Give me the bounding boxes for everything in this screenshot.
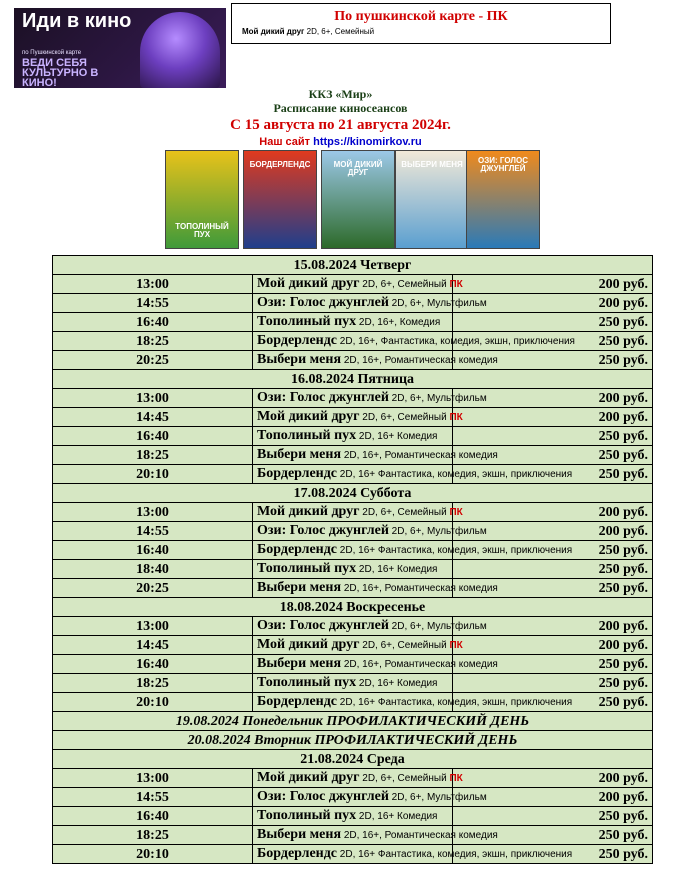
movie-title: Тополиный пух <box>257 428 357 443</box>
showtime-row <box>53 408 653 427</box>
movie-details: 2D, 16+, Романтическая комедия <box>341 583 498 594</box>
showtime: 14:55 <box>53 788 253 807</box>
movie-details: 2D, 16+ Комедия <box>356 431 438 442</box>
movie-details: 2D, 6+, Мультфильм <box>388 526 487 537</box>
movie-title: Мой дикий друг <box>257 770 360 785</box>
showtime: 13:00 <box>53 389 253 408</box>
day-header: 21.08.2024 Среда <box>53 750 653 769</box>
movie-details: 2D, 6+, Мультфильм <box>388 393 487 404</box>
showtime-row <box>53 446 653 465</box>
movie-details: 2D, 16+ Фантастика, комедия, экшн, приключения <box>337 545 573 556</box>
showtime-row <box>53 351 653 370</box>
ticket-price: 200 руб. <box>453 636 653 655</box>
showtime: 14:55 <box>53 294 253 313</box>
day-header-row <box>53 256 653 275</box>
ticket-price: 250 руб. <box>453 693 653 712</box>
showtime: 13:00 <box>53 769 253 788</box>
movie-poster <box>165 150 239 249</box>
poster-title: ТОПОЛИНЫЙ ПУХ <box>175 222 229 239</box>
ticket-price: 200 руб. <box>453 788 653 807</box>
movie-title: Выбери меня <box>257 827 342 842</box>
movie-cell <box>253 617 487 636</box>
date-range: С 15 августа по 21 августа 2024г. <box>230 117 451 133</box>
movie-details: 2D, 6+, Семейный <box>359 773 450 784</box>
movie-details: 2D, 6+, Семейный <box>359 412 450 423</box>
movie-title: Мой дикий друг <box>257 409 360 424</box>
day-header: 15.08.2024 Четверг <box>53 256 653 275</box>
movie-title: Мой дикий друг <box>257 276 360 291</box>
showtime-row <box>53 389 653 408</box>
showtime: 20:25 <box>53 579 253 598</box>
poster-title: МОЙ ДИКИЙ ДРУГ <box>333 160 383 177</box>
movie-details: 2D, 16+, Комедия <box>356 317 441 328</box>
movie-details: 2D, 16+ Фантастика, комедия, экшн, приключения <box>337 849 573 860</box>
pushkin-bust-image <box>140 12 220 88</box>
movie-cell <box>253 579 498 598</box>
showtime-row <box>53 294 653 313</box>
showtime: 16:40 <box>53 313 253 332</box>
movie-cell <box>253 389 487 408</box>
movie-title: Бордерлендс <box>257 694 338 709</box>
day-header-row <box>53 731 653 750</box>
movie-cell <box>253 655 498 674</box>
showtime-row <box>53 807 653 826</box>
movie-poster <box>243 150 317 249</box>
venue-title: ККЗ «Мир» <box>308 87 373 101</box>
schedule-heading: Расписание киносеансов <box>273 101 408 115</box>
movie-details: 2D, 16+ Фантастика, комедия, экшн, приключения <box>337 469 573 480</box>
pushkin-card-film <box>242 27 374 36</box>
pushkin-card-banner <box>14 8 226 88</box>
movie-title: Ози: Голос джунглей <box>257 523 389 538</box>
movie-cell <box>253 845 573 864</box>
movie-cell <box>253 541 573 560</box>
pushkin-card-title: По пушкинской карте - ПК <box>334 9 508 24</box>
movie-title: Бордерлендс <box>257 846 338 861</box>
movie-details: 2D, 6+, Мультфильм <box>388 792 487 803</box>
movie-cell <box>253 275 463 294</box>
ticket-price: 200 руб. <box>453 389 653 408</box>
showtime-row <box>53 275 653 294</box>
movie-title: Выбери меня <box>257 656 342 671</box>
movie-details: 2D, 6+, Семейный <box>359 640 450 651</box>
showtime-row <box>53 541 653 560</box>
day-header: 18.08.2024 Воскресенье <box>53 598 653 617</box>
movie-details: 2D, 6+, Мультфильм <box>388 621 487 632</box>
poster-title: ВЫБЕРИ МЕНЯ <box>401 160 463 169</box>
movie-details: 2D, 6+, Семейный <box>359 507 450 518</box>
movie-details: 2D, 16+, Фантастика, комедия, экшн, приключения <box>337 336 575 347</box>
movie-cell <box>253 465 573 484</box>
showtime-row <box>53 636 653 655</box>
movie-title: Бордерлендс <box>257 542 338 557</box>
showtime-row <box>53 522 653 541</box>
movie-cell <box>253 351 498 370</box>
showtime-row <box>53 826 653 845</box>
movie-title: Мой дикий друг <box>257 637 360 652</box>
ticket-price: 250 руб. <box>453 465 653 484</box>
movie-title: Тополиный пух <box>257 675 357 690</box>
day-header-row <box>53 484 653 503</box>
site-label: Наш сайт <box>259 136 311 148</box>
showtime-row <box>53 788 653 807</box>
day-header-row <box>53 750 653 769</box>
movie-cell <box>253 788 487 807</box>
showtime: 14:45 <box>53 408 253 427</box>
movie-details: 2D, 16+ Комедия <box>356 564 438 575</box>
movie-poster <box>321 150 395 249</box>
showtime: 16:40 <box>53 655 253 674</box>
movie-cell <box>253 826 498 845</box>
showtime: 13:00 <box>53 275 253 294</box>
showtime: 13:00 <box>53 617 253 636</box>
showtime-row <box>53 655 653 674</box>
ticket-price: 250 руб. <box>453 826 653 845</box>
day-header-row <box>53 370 653 389</box>
movie-title: Выбери меня <box>257 352 342 367</box>
movie-title: Выбери меня <box>257 580 342 595</box>
ticket-price: 250 руб. <box>453 579 653 598</box>
movie-title: Бордерлендс <box>257 333 338 348</box>
movie-title: Выбери меня <box>257 447 342 462</box>
showtime: 13:00 <box>53 503 253 522</box>
pushkin-card-badge: ПК <box>449 507 463 518</box>
showtime-row <box>53 845 653 864</box>
movie-cell <box>253 560 453 579</box>
showtime: 20:10 <box>53 845 253 864</box>
movie-title: Ози: Голос джунглей <box>257 390 389 405</box>
showtime-row <box>53 332 653 351</box>
ticket-price: 250 руб. <box>453 807 653 826</box>
movie-title: Тополиный пух <box>257 314 357 329</box>
day-header: 19.08.2024 Понедельник ПРОФИЛАКТИЧЕСКИЙ ДЕНЬ <box>53 712 653 731</box>
poster-title: ОЗИ: ГОЛОС ДЖУНГЛЕЙ <box>478 156 528 173</box>
movie-title: Ози: Голос джунглей <box>257 295 389 310</box>
ticket-price: 200 руб. <box>453 294 653 313</box>
pushkin-card-badge: ПК <box>449 412 463 423</box>
ticket-price: 200 руб. <box>453 275 653 294</box>
day-header-row <box>53 598 653 617</box>
movie-details: 2D, 16+, Романтическая комедия <box>341 830 498 841</box>
movie-title: Тополиный пух <box>257 808 357 823</box>
day-header: 17.08.2024 Суббота <box>53 484 653 503</box>
movie-details: 2D, 16+ Фантастика, комедия, экшн, приключения <box>337 697 573 708</box>
movie-cell <box>253 427 453 446</box>
ticket-price: 250 руб. <box>453 845 653 864</box>
showtime: 20:10 <box>53 465 253 484</box>
movie-cell <box>253 408 463 427</box>
day-header: 16.08.2024 Пятница <box>53 370 653 389</box>
movie-details: 2D, 6+, Мультфильм <box>388 298 487 309</box>
ticket-price: 200 руб. <box>453 522 653 541</box>
pushkin-film-name: Мой дикий друг <box>242 27 305 36</box>
showtime-row <box>53 503 653 522</box>
showtime-row <box>53 674 653 693</box>
pushkin-film-details: 2D, 6+, Семейный <box>306 27 375 36</box>
movie-details: 2D, 6+, Семейный <box>359 279 450 290</box>
movie-cell <box>253 503 463 522</box>
showtime: 16:40 <box>53 807 253 826</box>
ticket-price: 250 руб. <box>453 446 653 465</box>
movie-cell <box>253 294 487 313</box>
showtime: 18:40 <box>53 560 253 579</box>
movie-details: 2D, 16+, Романтическая комедия <box>341 355 498 366</box>
showtime: 18:25 <box>53 332 253 351</box>
pushkin-card-badge: ПК <box>449 773 463 784</box>
movie-cell <box>253 674 453 693</box>
showtime: 18:25 <box>53 826 253 845</box>
showtime: 18:25 <box>53 446 253 465</box>
movie-poster <box>395 150 469 249</box>
showtime-row <box>53 427 653 446</box>
movie-cell <box>253 446 498 465</box>
ticket-price: 200 руб. <box>453 503 653 522</box>
movie-details: 2D, 16+ Комедия <box>356 811 438 822</box>
pushkin-card-badge: ПК <box>449 279 463 290</box>
ticket-price: 250 руб. <box>453 560 653 579</box>
movie-title: Мой дикий друг <box>257 504 360 519</box>
showtime: 16:40 <box>53 541 253 560</box>
banner-slogan: ВЕДИ СЕБЯ КУЛЬТУРНО В КИНО! <box>22 57 99 89</box>
showtime-row <box>53 693 653 712</box>
movie-cell <box>253 522 487 541</box>
showtime: 14:55 <box>53 522 253 541</box>
movie-details: 2D, 16+, Романтическая комедия <box>341 659 498 670</box>
movie-poster <box>466 150 540 249</box>
movie-title: Ози: Голос джунглей <box>257 618 389 633</box>
schedule-table <box>52 255 653 864</box>
ticket-price: 250 руб. <box>453 427 653 446</box>
movie-title: Ози: Голос джунглей <box>257 789 389 804</box>
movie-cell <box>253 769 463 788</box>
movie-cell <box>253 636 463 655</box>
site-line <box>0 136 681 148</box>
ticket-price: 200 руб. <box>453 408 653 427</box>
showtime: 20:10 <box>53 693 253 712</box>
movie-cell <box>253 693 573 712</box>
movie-details: 2D, 16+, Романтическая комедия <box>341 450 498 461</box>
showtime-row <box>53 465 653 484</box>
showtime: 14:45 <box>53 636 253 655</box>
day-header-row <box>53 712 653 731</box>
ticket-price: 250 руб. <box>453 655 653 674</box>
site-link[interactable]: https://kinomirkov.ru <box>313 136 422 148</box>
showtime: 20:25 <box>53 351 253 370</box>
day-header: 20.08.2024 Вторник ПРОФИЛАКТИЧЕСКИЙ ДЕНЬ <box>53 731 653 750</box>
movie-details: 2D, 16+ Комедия <box>356 678 438 689</box>
movie-cell <box>253 313 453 332</box>
showtime-row <box>53 313 653 332</box>
movie-title: Бордерлендс <box>257 466 338 481</box>
banner-title: Иди в кино <box>22 10 132 32</box>
ticket-price: 250 руб. <box>453 541 653 560</box>
movie-cell <box>253 807 453 826</box>
showtime: 18:25 <box>53 674 253 693</box>
showtime-row <box>53 769 653 788</box>
showtime-row <box>53 617 653 636</box>
ticket-price: 250 руб. <box>453 332 653 351</box>
ticket-price: 200 руб. <box>453 769 653 788</box>
movie-cell <box>253 332 575 351</box>
ticket-price: 250 руб. <box>453 351 653 370</box>
showtime-row <box>53 579 653 598</box>
poster-title: БОРДЕРЛЕНДС <box>249 160 311 169</box>
movie-title: Тополиный пух <box>257 561 357 576</box>
showtime-row <box>53 560 653 579</box>
ticket-price: 250 руб. <box>453 313 653 332</box>
ticket-price: 250 руб. <box>453 674 653 693</box>
pushkin-card-box <box>231 3 611 44</box>
showtime: 16:40 <box>53 427 253 446</box>
pushkin-card-badge: ПК <box>449 640 463 651</box>
banner-subtitle: по Пушкинской карте <box>22 50 82 56</box>
ticket-price: 200 руб. <box>453 617 653 636</box>
